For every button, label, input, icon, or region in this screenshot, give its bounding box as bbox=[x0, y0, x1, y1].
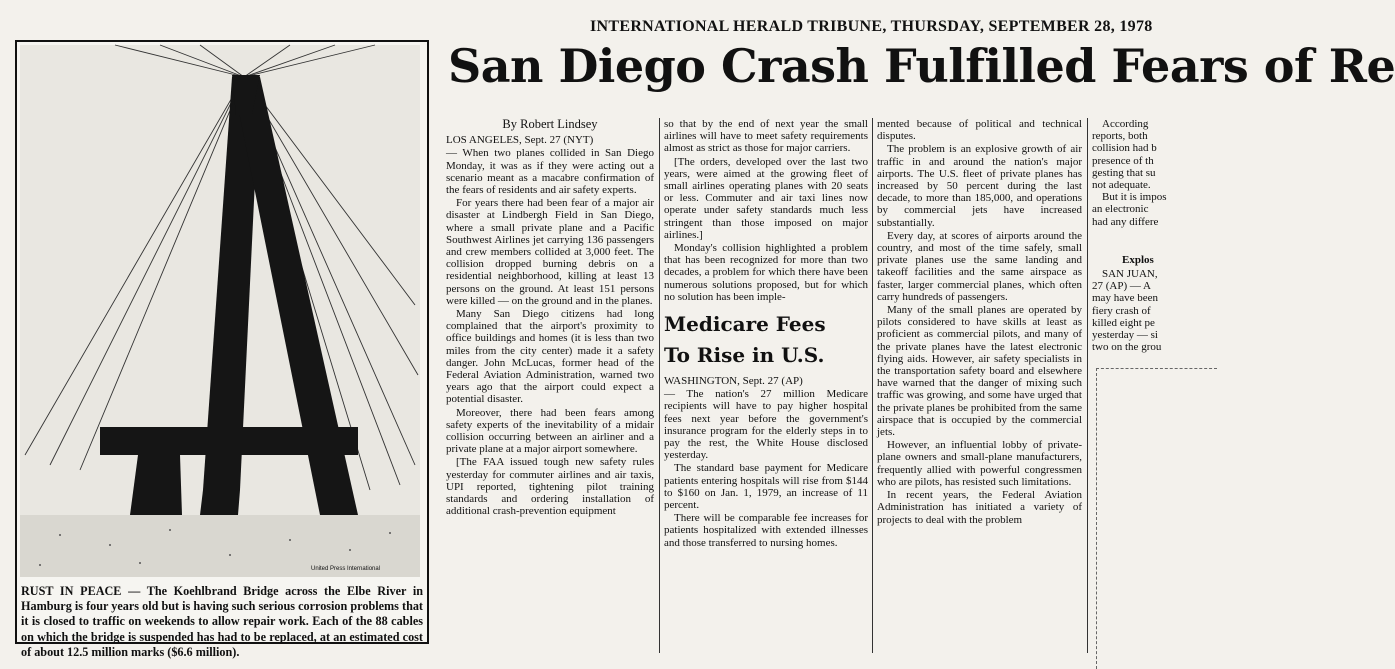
dateline-text: LOS ANGELES, Sept. 27 (NYT) bbox=[446, 134, 594, 147]
photo-caption bbox=[21, 584, 423, 660]
article-column-1 bbox=[446, 118, 654, 653]
paragraph: For years there had been fear of a major air disaster at Lindbergh Field in San Diego, where a small private plane and a Pacific Southwest Airlines jet carrying 136 passengers and crew members collided at 3,000 feet. The collision dropped burning debris on a residential neighborhood, killing at least 13 persons on the ground. At least 151 persons were killed — on the ground and in the planes. bbox=[446, 197, 654, 307]
medicare-headline bbox=[664, 309, 868, 371]
col4-line: not adequate. bbox=[1092, 179, 1151, 192]
col4-line: yesterday — si bbox=[1092, 329, 1158, 342]
paragraph: mented because of political and technical disputes. bbox=[877, 118, 1082, 143]
paragraph: The standard base payment for Medicare patients entering hospitals will rise from $144 to $160 on Jan. 1, 1979, an increase of 11 percent. bbox=[664, 462, 868, 512]
photo-credit: United Press International bbox=[311, 566, 381, 572]
caption-lead: RUST IN PEACE — bbox=[21, 584, 141, 598]
paragraph: The problem is an explosive growth of air traffic in and around the nation's major airports. The U.S. fleet of private planes has increased by 50 percent during the last decade, to more than 185,000, and operations by commercial jets have increased substantially. bbox=[877, 143, 1082, 229]
column-rule bbox=[1087, 118, 1088, 653]
article-column-4 bbox=[1092, 118, 1200, 653]
paragraph: [The FAA issued tough new safety rules yesterday for commuter airlines and air taxis, UPI reported, tightening pilot training standards and ordering installation of additional crash-prevention equipment bbox=[446, 456, 654, 518]
main-headline: San Diego Crash Fulfilled Fears of Re bbox=[448, 39, 1395, 93]
column-rule bbox=[872, 118, 873, 653]
col4-line: two on the grou bbox=[1092, 341, 1162, 354]
col4-line: an electronic bbox=[1092, 203, 1149, 216]
medicare-headline-line-2: To Rise in U.S. bbox=[664, 343, 825, 368]
paragraph: so that by the end of next year the small airlines will have to meet safety requirements almost as strict as those for major carriers. bbox=[664, 118, 868, 155]
paragraph: — The nation's 27 million Medicare recipients will have to pay higher hospital fees next year before the government's insurance program for the elderly steps in to pay the rest, the White House disclosed yesterday. bbox=[664, 388, 868, 462]
col4-line: killed eight pe bbox=[1092, 316, 1155, 329]
paragraph: In recent years, the Federal Aviation Administration has initiated a variety of projects to deal with the problem bbox=[877, 489, 1082, 526]
explos-subhead: Explos bbox=[1122, 253, 1154, 266]
col4-line: collision had b bbox=[1092, 142, 1157, 155]
article-column-2 bbox=[664, 118, 868, 653]
col4-line: may have been bbox=[1092, 292, 1158, 305]
col4-line: According bbox=[1102, 118, 1149, 130]
paragraph: Monday's collision highlighted a problem that has been recognized for more than two decades, a problem for which there have been numerous solutions proposed, but for which no solution has been imple- bbox=[664, 242, 868, 303]
column-rule bbox=[659, 118, 660, 653]
col4-box bbox=[1096, 368, 1217, 669]
col4-line: reports, both bbox=[1092, 130, 1148, 143]
col4-line: had any differe bbox=[1092, 215, 1159, 228]
byline: By Robert Lindsey bbox=[502, 117, 598, 131]
caption-body: The Koehlbrand Bridge across the Elbe River in Hamburg is four years old but is having such serious corrosion problems that it is closed to traffic on weekends to allow repair work. Each of the 88 cables on which the bridge is suspended has had to be replaced, at an estimated cost of about 12.5 million marks ($6.6 million). bbox=[21, 584, 423, 659]
paragraph: [The orders, developed over the last two years, were aimed at the growing fleet of small airlines operating planes with 20 seats or less. Commuter and air taxi lines now operate under safety standards much less stringent than those imposed on major airlines.] bbox=[664, 155, 868, 241]
medicare-dateline bbox=[664, 375, 868, 387]
photo-box bbox=[15, 40, 429, 659]
paragraph: Many San Diego citizens had long complained that the airport's proximity to office buildings and homes (it is less than two miles from the city center) made it a safety danger. John McLucas, former head of the Federal Aviation Administration, warned two years ago that the airport could expect a potential disaster. bbox=[446, 308, 654, 406]
col4-line: gesting that su bbox=[1092, 166, 1156, 179]
paragraph: Many of the small planes are operated by pilots considered to have skills at least as proficient as commercial pilots, and many of the private planes have the latest electronic flying aids. However, air safety specialists in the transportation safety board and elsewhere have warned that the danger of mixing such traffic was growing, and some have urged that the private planes be prohibited from the same airspace that is occupied by the commercial jets. bbox=[877, 304, 1082, 439]
article-column-3 bbox=[877, 118, 1082, 653]
paragraph: Moreover, there had been fears among safety experts of the inevitability of a midair collision occurring between an airliner and a private plane at a major airport somewhere. bbox=[446, 406, 654, 456]
paragraph: There will be comparable fee increases for patients hospitalized with extended illnesses and those transferred to nursing homes. bbox=[664, 512, 868, 549]
paragraph: However, an influential lobby of private-plane owners and small-plane manufacturers, frequently allied with powerful congressmen who are pilots, has resisted such limitations. bbox=[877, 439, 1082, 488]
medicare-headline-line-1: Medicare Fees bbox=[664, 312, 826, 337]
paragraph: Every day, at scores of airports around the country, and most of the time safely, small private planes use the same landing and takeoff facilities and the same airspace as faster, larger commercial planes, which often carry hundreds of passengers. bbox=[877, 229, 1082, 303]
col4-line: 27 (AP) — A bbox=[1092, 280, 1151, 293]
medicare-dateline-text: WASHINGTON, Sept. 27 (AP) bbox=[664, 375, 803, 388]
col4-line: presence of th bbox=[1092, 154, 1154, 167]
paragraph: — When two planes collided in San Diego Monday, it was as if they were acting out a scenario meant as a macabre confirmation of the fears of residents and air safety experts. bbox=[446, 147, 654, 197]
col4-line: SAN JUAN, bbox=[1102, 268, 1158, 281]
bridge-photo bbox=[20, 45, 420, 577]
masthead: INTERNATIONAL HERALD TRIBUNE, THURSDAY, SEPTEMBER 28, 1978 bbox=[590, 18, 1153, 35]
col4-line: But it is impos bbox=[1102, 191, 1167, 204]
col4-line: fiery crash of bbox=[1092, 304, 1151, 317]
dateline bbox=[446, 134, 654, 146]
